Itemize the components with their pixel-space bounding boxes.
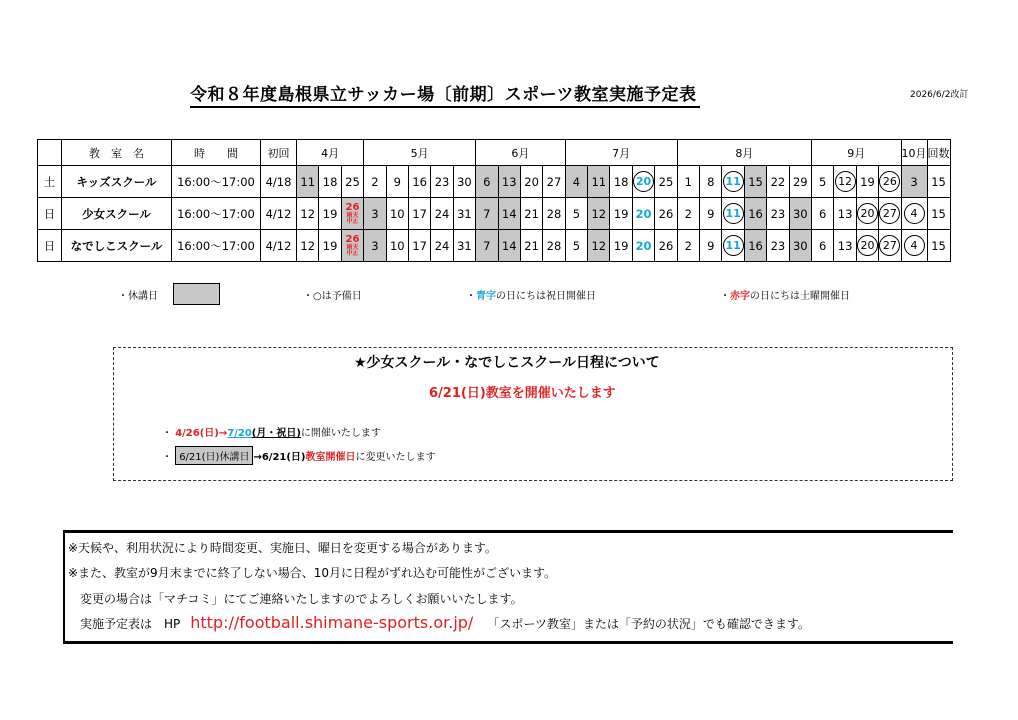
date-value: 20 bbox=[635, 206, 652, 221]
date-cell bbox=[565, 230, 587, 262]
date-value: 10 bbox=[389, 238, 405, 253]
date-cell bbox=[811, 166, 833, 198]
date-cell bbox=[565, 198, 587, 230]
date-value: 2 bbox=[684, 206, 692, 221]
footer-line-4-suffix: 「スポーツ教室」または「予約の状況」でも確認できます。 bbox=[487, 617, 810, 631]
header-month-sep: 9月 bbox=[811, 140, 901, 166]
reserve-date-circle: 20 bbox=[857, 235, 878, 256]
date-value: 19 bbox=[613, 206, 629, 221]
date-cell bbox=[789, 198, 811, 230]
date-cell bbox=[297, 230, 319, 262]
date-cell bbox=[498, 166, 520, 198]
notice-line-1-newdate: 7/20 bbox=[227, 428, 252, 439]
notice-subtitle: 6/21(日)教室を開催いたします bbox=[429, 386, 616, 401]
footer-line-1: ※天候や、利用状況により時間変更、実施日、曜日を変更する場合があります。 bbox=[68, 541, 497, 555]
date-cell bbox=[386, 166, 408, 198]
date-cell bbox=[610, 230, 632, 262]
notice-line-1-text: に開催いたします bbox=[300, 428, 381, 439]
date-cell bbox=[632, 230, 654, 262]
date-cell bbox=[610, 166, 632, 198]
rain-cancel-note bbox=[342, 234, 363, 258]
date-cell bbox=[811, 198, 833, 230]
date-cell bbox=[520, 166, 542, 198]
row-day: 土 bbox=[38, 166, 62, 198]
reserve-date-circle: 4 bbox=[904, 203, 925, 224]
row-time: 16:00～17:00 bbox=[172, 230, 261, 262]
schedule-table bbox=[37, 139, 951, 262]
header-day bbox=[38, 140, 62, 166]
row-first-date: 4/12 bbox=[261, 198, 297, 230]
date-cell bbox=[610, 198, 632, 230]
row-day: 日 bbox=[38, 198, 62, 230]
date-value: 11 bbox=[591, 174, 607, 189]
date-value: 26 bbox=[345, 233, 360, 245]
rain-note-line: 中止 bbox=[346, 218, 359, 225]
date-cell bbox=[543, 230, 565, 262]
date-cell bbox=[297, 198, 319, 230]
date-value: 16 bbox=[412, 174, 427, 189]
date-cell bbox=[364, 166, 386, 198]
date-cell bbox=[498, 198, 520, 230]
date-cell bbox=[744, 230, 766, 262]
date-value: 31 bbox=[457, 206, 472, 221]
rain-note-line: 雨天 bbox=[346, 211, 359, 219]
reserve-date-circle: 11 bbox=[723, 203, 744, 224]
date-value: 19 bbox=[322, 206, 338, 221]
notice-line-1-date: 4/26(日) bbox=[175, 428, 219, 439]
date-value: 21 bbox=[524, 238, 539, 253]
date-value: 3 bbox=[371, 206, 379, 221]
date-cell bbox=[901, 198, 927, 230]
legend-holiday-swatch bbox=[173, 283, 220, 305]
date-value: 9 bbox=[707, 206, 715, 221]
footer-line-4-prefix: 実施予定表は HP bbox=[68, 617, 181, 631]
date-cell bbox=[408, 198, 430, 230]
date-value: 25 bbox=[658, 174, 674, 189]
reserve-date-circle: 4 bbox=[904, 235, 925, 256]
footer-line-4 bbox=[68, 613, 810, 632]
date-cell bbox=[655, 198, 677, 230]
date-cell bbox=[319, 166, 341, 198]
legend-red bbox=[720, 287, 850, 302]
date-cell bbox=[431, 230, 453, 262]
date-cell bbox=[386, 198, 408, 230]
date-cell bbox=[319, 230, 341, 262]
footer-line-3: 変更の場合は「マチコミ」にてご連絡いたしますのでよろしくお願いいたします。 bbox=[68, 592, 523, 606]
date-cell bbox=[655, 230, 677, 262]
date-value: 23 bbox=[770, 238, 786, 253]
date-cell bbox=[565, 166, 587, 198]
legend-blue-text: の日にちは祝日開催日 bbox=[496, 291, 596, 302]
date-value: 29 bbox=[792, 174, 808, 189]
date-cell bbox=[901, 230, 927, 262]
date-cell bbox=[700, 230, 722, 262]
reserve-date-circle: 27 bbox=[879, 235, 900, 256]
notice-line-1 bbox=[162, 424, 381, 439]
date-value: 24 bbox=[434, 238, 450, 253]
date-cell bbox=[408, 166, 430, 198]
legend-blue-bullet: ・ bbox=[466, 291, 476, 302]
notice-line-2-arrow: →6/21(日) bbox=[253, 452, 306, 463]
date-cell bbox=[834, 166, 856, 198]
table-row bbox=[38, 198, 951, 230]
date-cell bbox=[700, 198, 722, 230]
date-value: 17 bbox=[412, 206, 427, 221]
date-value: 15 bbox=[748, 174, 763, 189]
header-class-name: 教 室 名 bbox=[62, 140, 172, 166]
date-cell bbox=[319, 198, 341, 230]
rain-note-line: 中止 bbox=[346, 250, 359, 257]
table-row bbox=[38, 166, 951, 198]
header-month-aug: 8月 bbox=[677, 140, 811, 166]
row-count: 15 bbox=[927, 166, 950, 198]
date-cell bbox=[453, 230, 475, 262]
date-cell bbox=[677, 166, 699, 198]
notice-title: ★少女スクール・なでしこスクール日程について bbox=[354, 355, 660, 371]
row-class-name: 少女スクール bbox=[62, 198, 172, 230]
date-value: 12 bbox=[300, 238, 316, 253]
date-cell bbox=[722, 198, 744, 230]
date-value: 9 bbox=[393, 174, 401, 189]
date-cell bbox=[744, 166, 766, 198]
footer-url-link[interactable]: http://football.shimane-sports.or.jp/ bbox=[190, 613, 474, 632]
date-cell bbox=[498, 230, 520, 262]
date-value: 19 bbox=[322, 238, 338, 253]
date-value: 17 bbox=[412, 238, 427, 253]
reserve-date-circle: 26 bbox=[879, 171, 900, 192]
date-value: 1 bbox=[684, 174, 692, 189]
notice-line-1-arrow: → bbox=[218, 428, 228, 439]
legend-blue-word: 青字 bbox=[476, 291, 496, 302]
date-value: 28 bbox=[546, 206, 562, 221]
date-cell bbox=[722, 230, 744, 262]
row-day: 日 bbox=[38, 230, 62, 262]
notice-line-2 bbox=[162, 446, 436, 465]
date-cell bbox=[856, 166, 878, 198]
date-cell bbox=[431, 166, 453, 198]
legend-red-text: の日にちは土曜開催日 bbox=[750, 291, 850, 302]
date-value: 14 bbox=[501, 206, 517, 221]
date-cell bbox=[789, 230, 811, 262]
date-cell bbox=[408, 230, 430, 262]
date-value: 12 bbox=[300, 206, 316, 221]
date-cell bbox=[879, 166, 901, 198]
date-value: 26 bbox=[658, 238, 674, 253]
reserve-date-circle: 20 bbox=[633, 171, 654, 192]
footer-notes bbox=[63, 530, 953, 644]
date-value: 22 bbox=[770, 174, 786, 189]
rain-note-line: 雨天 bbox=[346, 243, 359, 251]
notice-line-2-red: 教室開催日 bbox=[305, 452, 356, 463]
date-value: 16 bbox=[748, 238, 763, 253]
notice-line-2-text: に変更いたします bbox=[355, 452, 436, 463]
date-value: 6 bbox=[819, 206, 827, 221]
reserve-date-circle: 20 bbox=[857, 203, 878, 224]
date-cell bbox=[520, 198, 542, 230]
date-value: 28 bbox=[546, 238, 562, 253]
date-value: 8 bbox=[707, 174, 715, 189]
date-value: 5 bbox=[572, 206, 581, 221]
date-cell bbox=[297, 166, 319, 198]
date-value: 4 bbox=[572, 174, 581, 189]
legend-red-bullet: ・ bbox=[720, 291, 730, 302]
notice-line-2-bullet: ・ bbox=[162, 452, 172, 463]
date-value: 3 bbox=[371, 238, 379, 253]
date-cell bbox=[543, 166, 565, 198]
header-month-jun: 6月 bbox=[476, 140, 566, 166]
header-month-may: 5月 bbox=[364, 140, 476, 166]
date-value: 12 bbox=[591, 206, 607, 221]
date-value: 18 bbox=[613, 174, 629, 189]
date-value: 11 bbox=[300, 174, 316, 189]
date-value: 31 bbox=[457, 238, 472, 253]
date-cell bbox=[364, 230, 386, 262]
date-cell bbox=[364, 198, 386, 230]
date-value: 21 bbox=[524, 206, 539, 221]
date-value: 6 bbox=[483, 174, 491, 189]
date-value: 3 bbox=[910, 174, 918, 189]
date-cell bbox=[341, 166, 363, 198]
header-time: 時 間 bbox=[172, 140, 261, 166]
date-value: 2 bbox=[371, 174, 379, 189]
date-value: 14 bbox=[501, 238, 517, 253]
date-cell bbox=[476, 230, 498, 262]
header-first: 初回 bbox=[261, 140, 297, 166]
date-cell bbox=[879, 230, 901, 262]
date-cell bbox=[386, 230, 408, 262]
date-cell bbox=[453, 198, 475, 230]
date-cell bbox=[476, 166, 498, 198]
date-cell bbox=[767, 198, 789, 230]
date-cell bbox=[632, 166, 654, 198]
notice-line-2-box: 6/21(日)休講日 bbox=[175, 446, 253, 465]
date-cell bbox=[588, 166, 610, 198]
date-cell bbox=[632, 198, 654, 230]
row-class-name: なでしこスクール bbox=[62, 230, 172, 262]
reserve-date-circle: 12 bbox=[835, 171, 856, 192]
date-cell bbox=[431, 198, 453, 230]
date-value: 26 bbox=[345, 201, 360, 213]
date-value: 9 bbox=[707, 238, 715, 253]
date-value: 5 bbox=[819, 174, 827, 189]
date-cell bbox=[453, 166, 475, 198]
date-value: 30 bbox=[457, 174, 472, 189]
notice-box bbox=[113, 347, 953, 481]
date-cell bbox=[677, 230, 699, 262]
date-value: 2 bbox=[684, 238, 692, 253]
row-class-name: キッズスクール bbox=[62, 166, 172, 198]
date-value: 24 bbox=[434, 206, 450, 221]
date-value: 19 bbox=[613, 238, 629, 253]
date-cell bbox=[341, 198, 363, 230]
date-cell bbox=[543, 198, 565, 230]
table-row bbox=[38, 230, 951, 262]
date-value: 13 bbox=[501, 174, 517, 189]
date-cell bbox=[834, 230, 856, 262]
date-value: 19 bbox=[860, 174, 875, 189]
row-time: 16:00～17:00 bbox=[172, 166, 261, 198]
date-cell bbox=[341, 230, 363, 262]
table-header-row bbox=[38, 140, 951, 166]
page-title: 令和８年度島根県立サッカー場〔前期〕スポーツ教室実施予定表 bbox=[190, 80, 700, 108]
date-cell bbox=[588, 230, 610, 262]
legend-blue bbox=[466, 287, 596, 302]
rain-cancel-note bbox=[342, 202, 363, 226]
footer-line-2: ※また、教室が9月末までに終了しない場合、10月に日程がずれ込む可能性がございます。 bbox=[68, 566, 557, 580]
revision-date: 2026/6/2改訂 bbox=[910, 90, 969, 100]
date-cell bbox=[811, 230, 833, 262]
legend-red-word: 赤字 bbox=[730, 291, 750, 302]
date-value: 23 bbox=[770, 206, 786, 221]
header-month-apr: 4月 bbox=[297, 140, 364, 166]
date-cell bbox=[722, 166, 744, 198]
date-cell bbox=[834, 198, 856, 230]
legend-reserve: ・○は予備日 bbox=[303, 291, 362, 302]
date-value: 13 bbox=[837, 238, 853, 253]
date-value: 23 bbox=[434, 174, 450, 189]
date-cell bbox=[677, 198, 699, 230]
date-cell bbox=[700, 166, 722, 198]
date-value: 13 bbox=[837, 206, 853, 221]
date-value: 16 bbox=[748, 206, 763, 221]
date-value: 6 bbox=[819, 238, 827, 253]
header-month-jul: 7月 bbox=[565, 140, 677, 166]
date-value: 30 bbox=[792, 206, 808, 221]
date-value: 7 bbox=[483, 238, 491, 253]
notice-line-1-day: (月・祝日) bbox=[251, 428, 301, 439]
reserve-date-circle: 27 bbox=[879, 203, 900, 224]
row-count: 15 bbox=[927, 230, 950, 262]
date-value: 5 bbox=[572, 238, 581, 253]
date-cell bbox=[856, 230, 878, 262]
row-first-date: 4/18 bbox=[261, 166, 297, 198]
date-cell bbox=[520, 230, 542, 262]
legend-holiday: ・休講日 bbox=[118, 291, 158, 302]
date-cell bbox=[655, 166, 677, 198]
row-first-date: 4/12 bbox=[261, 230, 297, 262]
reserve-date-circle: 11 bbox=[723, 235, 744, 256]
date-cell bbox=[744, 198, 766, 230]
date-value: 18 bbox=[322, 174, 338, 189]
notice-line-1-bullet: ・ bbox=[162, 428, 172, 439]
row-count: 15 bbox=[927, 198, 950, 230]
date-cell bbox=[767, 166, 789, 198]
date-cell bbox=[901, 166, 927, 198]
date-value: 7 bbox=[483, 206, 491, 221]
date-cell bbox=[588, 198, 610, 230]
date-value: 26 bbox=[658, 206, 674, 221]
date-value: 10 bbox=[389, 206, 405, 221]
date-cell bbox=[856, 198, 878, 230]
date-value: 20 bbox=[635, 238, 652, 253]
date-cell bbox=[789, 166, 811, 198]
date-value: 27 bbox=[546, 174, 562, 189]
row-time: 16:00～17:00 bbox=[172, 198, 261, 230]
date-value: 25 bbox=[345, 174, 360, 189]
date-cell bbox=[879, 198, 901, 230]
date-value: 12 bbox=[591, 238, 607, 253]
date-cell bbox=[476, 198, 498, 230]
reserve-date-circle: 11 bbox=[723, 171, 744, 192]
date-cell bbox=[767, 230, 789, 262]
header-month-oct: 10月 bbox=[901, 140, 927, 166]
date-value: 30 bbox=[792, 238, 808, 253]
date-value: 20 bbox=[524, 174, 539, 189]
header-count: 回数 bbox=[927, 140, 950, 166]
